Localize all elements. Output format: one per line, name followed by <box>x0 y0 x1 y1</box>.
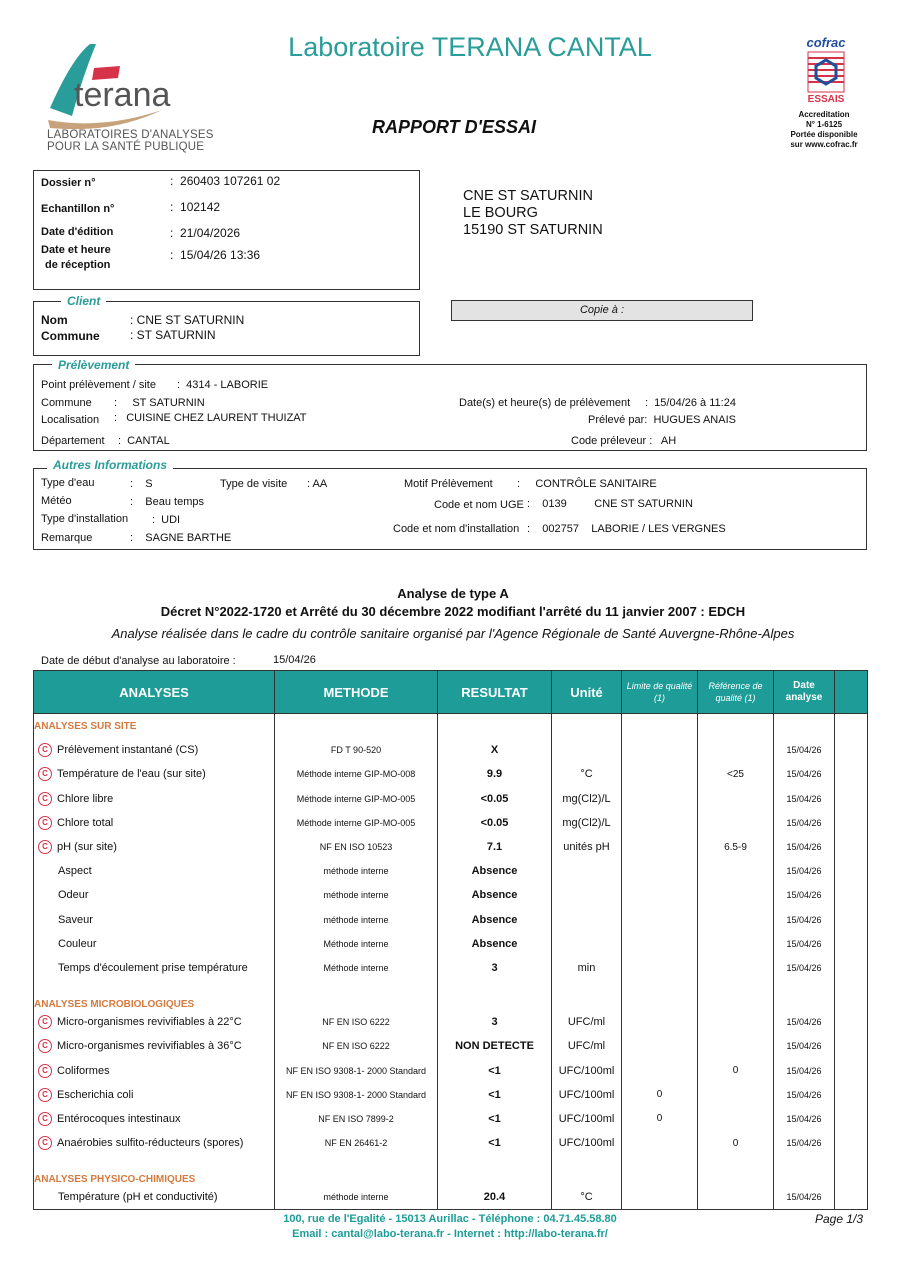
localisation-value: : CUISINE CHEZ LAURENT THUIZAT <box>114 412 307 424</box>
code-inst-value: : 002757 LABORIE / LES VERGNES <box>527 523 726 535</box>
empty-cell <box>835 811 868 835</box>
result-cell: <0.05 <box>438 811 552 835</box>
departement-value: : CANTAL <box>118 435 170 447</box>
cofrac-accredited-icon: C <box>38 743 52 757</box>
date-cell: 15/04/26 <box>774 908 835 932</box>
reference-cell <box>698 859 774 883</box>
departement-label: Département <box>41 435 105 447</box>
cofrac-essais: ESSAIS <box>807 94 845 105</box>
limit-cell <box>622 811 698 835</box>
method-cell: Méthode interne <box>275 956 438 980</box>
empty-cell <box>275 980 438 1010</box>
analysis-name-cell <box>34 811 275 835</box>
date-cell: 15/04/26 <box>774 1083 835 1107</box>
unit-cell: UFC/100ml <box>552 1107 622 1131</box>
method-cell: NF EN 26461-2 <box>275 1131 438 1155</box>
empty-cell <box>698 980 774 1010</box>
category-row <box>34 980 868 1010</box>
motif-value: : CONTRÔLE SANITAIRE <box>517 478 657 490</box>
limit-cell: 0 <box>622 1083 698 1107</box>
cofrac-accredited-icon: C <box>38 1064 52 1078</box>
analyse-start-label: Date de début d'analyse au laboratoire : <box>41 655 236 667</box>
limit-cell <box>622 1058 698 1082</box>
analyse-decree: Décret N°2022-1720 et Arrêté du 30 décembre 2022 modifiant l'arrêté du 11 janvier 2007 : EDCH <box>160 604 746 619</box>
header-unite: Unité <box>552 671 622 714</box>
date-cell: 15/04/26 <box>774 1185 835 1210</box>
method-cell: NF EN ISO 10523 <box>275 835 438 859</box>
type-visite-label: Type de visite <box>220 478 288 490</box>
result-cell: <0.05 <box>438 787 552 811</box>
date-cell: 15/04/26 <box>774 1034 835 1058</box>
empty-cell <box>275 1155 438 1185</box>
result-cell: Absence <box>438 883 552 907</box>
empty-cell <box>622 714 698 739</box>
type-eau-label: Type d'eau <box>41 477 95 489</box>
unit-cell: min <box>552 956 622 980</box>
method-cell: méthode interne <box>275 908 438 932</box>
method-cell: Méthode interne GIP-MO-005 <box>275 787 438 811</box>
date-cell: 15/04/26 <box>774 811 835 835</box>
empty-cell <box>835 1034 868 1058</box>
date-cell: 15/04/26 <box>774 883 835 907</box>
results-table <box>33 670 868 1210</box>
analysis-name-cell <box>34 932 275 956</box>
empty-cell <box>275 714 438 739</box>
cofrac-accredited-icon: C <box>38 816 52 830</box>
header-date: Date analyse <box>774 671 835 714</box>
remarque-value: : SAGNE BARTHE <box>130 532 232 544</box>
empty-cell <box>552 1155 622 1185</box>
method-cell: NF EN ISO 9308-1- 2000 Standard <box>275 1083 438 1107</box>
meteo-label: Météo <box>41 495 72 507</box>
recipient-address: CNE ST SATURNIN LE BOURG 15190 ST SATURNIN <box>463 188 603 238</box>
empty-cell <box>438 714 552 739</box>
accreditation-text: Accreditation N° 1-6125 Portée disponible sur www.cofrac.fr <box>790 110 858 149</box>
limit-cell: 0 <box>622 1107 698 1131</box>
table-header <box>34 671 868 714</box>
result-cell: Absence <box>438 859 552 883</box>
installation-value: : UDI <box>152 514 181 526</box>
client-commune-value: : ST SATURNIN <box>130 328 216 342</box>
date-cell: 15/04/26 <box>774 787 835 811</box>
echantillon-label: Echantillon n° <box>41 203 115 215</box>
unit-cell <box>552 859 622 883</box>
analysis-name-cell <box>34 787 275 811</box>
analysis-name: Température (pH et conductivité) <box>58 1191 218 1204</box>
analysis-name-cell <box>34 1010 275 1034</box>
header-limite: Limite de qualité (1) <box>622 671 698 714</box>
empty-cell <box>835 762 868 786</box>
analysis-name: Odeur <box>58 889 89 902</box>
table-row <box>34 1185 868 1210</box>
date-cell: 15/04/26 <box>774 738 835 762</box>
analysis-name: Aspect <box>58 865 92 878</box>
date-cell: 15/04/26 <box>774 762 835 786</box>
date-cell: 15/04/26 <box>774 1058 835 1082</box>
category-row <box>34 1155 868 1185</box>
footer-address: 100, rue de l'Egalité - 15013 Aurillac - Téléphone : 04.71.45.58.80 <box>283 1213 617 1225</box>
category-label: ANALYSES MICROBIOLOGIQUES <box>34 980 275 1010</box>
header-extra <box>835 671 868 714</box>
result-cell: 7.1 <box>438 835 552 859</box>
edition-label: Date d'édition <box>41 226 114 238</box>
unit-cell: unités pH <box>552 835 622 859</box>
analysis-name-cell <box>34 1058 275 1082</box>
empty-cell <box>774 714 835 739</box>
limit-cell <box>622 1010 698 1034</box>
empty-cell <box>835 980 868 1010</box>
autres-legend: Autres Informations <box>47 458 173 472</box>
category-label: ANALYSES SUR SITE <box>34 714 275 739</box>
prel-date-value: : 15/04/26 à 11:24 <box>645 397 736 409</box>
result-cell: <1 <box>438 1083 552 1107</box>
empty-cell <box>835 1131 868 1155</box>
empty-cell <box>835 1010 868 1034</box>
cofrac-accredited-icon: C <box>38 1039 52 1053</box>
header-analyses: ANALYSES <box>34 671 275 714</box>
header-resultat: RESULTAT <box>438 671 552 714</box>
code-inst-label: Code et nom d'installation <box>393 523 520 535</box>
date-cell: 15/04/26 <box>774 859 835 883</box>
reference-cell <box>698 1107 774 1131</box>
limit-cell <box>622 1185 698 1210</box>
empty-cell <box>835 859 868 883</box>
limit-cell <box>622 787 698 811</box>
cofrac-name: cofrac <box>806 35 846 50</box>
unit-cell: UFC/100ml <box>552 1083 622 1107</box>
limit-cell <box>622 835 698 859</box>
analysis-name: Micro-organismes revivifiables à 22°C <box>57 1016 242 1029</box>
analysis-name-cell <box>34 1083 275 1107</box>
analysis-name-cell <box>34 859 275 883</box>
method-cell: FD T 90-520 <box>275 738 438 762</box>
logo-subtitle: LABORATOIRES D'ANALYSES POUR LA SANTÉ PUBLIQUE <box>47 129 214 153</box>
analysis-name: Chlore total <box>57 816 114 829</box>
analysis-name: Micro-organismes revivifiables à 36°C <box>57 1040 242 1053</box>
result-cell: Absence <box>438 932 552 956</box>
analysis-name: Escherichia coli <box>57 1088 134 1101</box>
analysis-name: Anaérobies sulfito-réducteurs (spores) <box>57 1137 244 1149</box>
method-cell: méthode interne <box>275 1185 438 1210</box>
empty-cell <box>774 1155 835 1185</box>
method-cell: Méthode interne <box>275 932 438 956</box>
logo-text: terana <box>74 76 171 114</box>
empty-cell <box>835 1107 868 1131</box>
reference-cell: 0 <box>698 1131 774 1155</box>
unit-cell: mg(Cl2)/L <box>552 811 622 835</box>
empty-cell <box>835 932 868 956</box>
client-legend: Client <box>61 294 106 308</box>
table-row <box>34 908 868 932</box>
date-cell: 15/04/26 <box>774 956 835 980</box>
analysis-name: Chlore libre <box>57 792 114 805</box>
method-cell: Méthode interne GIP-MO-005 <box>275 811 438 835</box>
empty-cell <box>698 1155 774 1185</box>
empty-cell <box>622 980 698 1010</box>
edition-value: : 21/04/2026 <box>170 226 241 240</box>
unit-cell <box>552 908 622 932</box>
cofrac-accredited-icon: C <box>38 1112 52 1126</box>
empty-cell <box>774 980 835 1010</box>
empty-cell <box>698 714 774 739</box>
analysis-name: Saveur <box>58 913 93 926</box>
method-cell: NF EN ISO 9308-1- 2000 Standard <box>275 1058 438 1082</box>
unit-cell: °C <box>552 762 622 786</box>
footer-contact: Email : cantal@labo-terana.fr - Internet : http://labo-terana.fr/ <box>292 1228 608 1240</box>
cofrac-accredited-icon: C <box>38 840 52 854</box>
reference-cell <box>698 1185 774 1210</box>
empty-cell <box>552 980 622 1010</box>
analysis-name: Couleur <box>58 937 97 950</box>
analysis-name-cell <box>34 1034 275 1058</box>
analyse-start-value: 15/04/26 <box>273 654 316 666</box>
analyse-context: Analyse réalisée dans le cadre du contrôle sanitaire organisé par l'Agence Régionale de Santé Auvergne-Rhône-Alpes <box>111 626 795 641</box>
unit-cell: UFC/ml <box>552 1034 622 1058</box>
reference-cell <box>698 1010 774 1034</box>
empty-cell <box>835 738 868 762</box>
remarque-label: Remarque <box>41 532 93 544</box>
empty-cell <box>835 956 868 980</box>
cofrac-accredited-icon: C <box>38 767 52 781</box>
unit-cell: UFC/100ml <box>552 1131 622 1155</box>
limit-cell <box>622 859 698 883</box>
empty-cell <box>835 908 868 932</box>
table-row <box>34 956 868 980</box>
analysis-name: Coliformes <box>57 1064 110 1077</box>
preleve-par: Prélevé par: HUGUES ANAIS <box>588 414 736 426</box>
uge-label: Code et nom UGE <box>434 499 524 511</box>
table-row <box>34 1034 868 1058</box>
dossier-value: : 260403 107261 02 <box>170 174 281 188</box>
table-row <box>34 738 868 762</box>
limit-cell <box>622 883 698 907</box>
table-row <box>34 883 868 907</box>
code-preleveur: Code préleveur : AH <box>571 435 677 447</box>
category-label: ANALYSES PHYSICO-CHIMIQUES <box>34 1155 275 1185</box>
reference-cell <box>698 956 774 980</box>
header-reference: Référence de qualité (1) <box>698 671 774 714</box>
copie-box: Copie à : <box>451 300 753 321</box>
result-cell: 3 <box>438 956 552 980</box>
installation-label: Type d'installation <box>41 513 129 525</box>
method-cell: NF EN ISO 6222 <box>275 1010 438 1034</box>
motif-label: Motif Prélèvement <box>404 478 493 490</box>
unit-cell: UFC/100ml <box>552 1058 622 1082</box>
result-cell: <1 <box>438 1131 552 1155</box>
dossier-label: Dossier n° <box>41 177 96 189</box>
empty-cell <box>835 787 868 811</box>
meteo-value: : Beau temps <box>130 496 204 508</box>
limit-cell <box>622 956 698 980</box>
table-row <box>34 932 868 956</box>
empty-cell <box>835 1185 868 1210</box>
date-cell: 15/04/26 <box>774 1131 835 1155</box>
page-number: Page 1/3 <box>815 1212 864 1226</box>
unit-cell: °C <box>552 1185 622 1210</box>
method-cell: méthode interne <box>275 859 438 883</box>
type-eau-value: : S <box>130 478 153 490</box>
cofrac-logo <box>796 34 856 106</box>
reception-label: Date et heure de réception <box>41 244 111 271</box>
empty-cell <box>835 883 868 907</box>
report-title: RAPPORT D'ESSAI <box>372 117 536 137</box>
method-cell: Méthode interne GIP-MO-008 <box>275 762 438 786</box>
date-cell: 15/04/26 <box>774 835 835 859</box>
table-row <box>34 859 868 883</box>
result-cell: NON DETECTE <box>438 1034 552 1058</box>
result-cell: 3 <box>438 1010 552 1034</box>
analysis-name: Température de l'eau (sur site) <box>57 768 206 781</box>
analysis-name-cell <box>34 908 275 932</box>
analysis-name-cell <box>34 762 275 786</box>
cofrac-accredited-icon: C <box>38 1136 52 1150</box>
result-cell: X <box>438 738 552 762</box>
echantillon-value: : 102142 <box>170 200 221 214</box>
prel-date-label: Date(s) et heure(s) de prélèvement <box>459 397 631 409</box>
table-row <box>34 1083 868 1107</box>
unit-cell <box>552 738 622 762</box>
analysis-name: pH (sur site) <box>57 840 117 853</box>
limit-cell <box>622 1034 698 1058</box>
analysis-name-cell <box>34 1107 275 1131</box>
reference-cell <box>698 1083 774 1107</box>
empty-cell <box>835 835 868 859</box>
limit-cell <box>622 1131 698 1155</box>
empty-cell <box>622 1155 698 1185</box>
empty-cell <box>552 714 622 739</box>
analysis-name-cell <box>34 738 275 762</box>
date-cell: 15/04/26 <box>774 1010 835 1034</box>
limit-cell <box>622 762 698 786</box>
reference-cell: <25 <box>698 762 774 786</box>
result-cell: <1 <box>438 1107 552 1131</box>
table-row <box>34 787 868 811</box>
empty-cell <box>438 1155 552 1185</box>
analysis-name: Entérocoques intestinaux <box>57 1112 181 1125</box>
table-row <box>34 1131 868 1155</box>
table-row <box>34 811 868 835</box>
category-row <box>34 714 868 739</box>
table-row <box>34 762 868 786</box>
table-row <box>34 1058 868 1082</box>
point-label: Point prélèvement / site <box>41 379 156 391</box>
localisation-label: Localisation <box>41 414 100 426</box>
empty-cell <box>835 1083 868 1107</box>
reference-cell <box>698 932 774 956</box>
reception-value: : 15/04/26 13:36 <box>170 248 261 262</box>
header-methode: METHODE <box>275 671 438 714</box>
cofrac-accredited-icon: C <box>38 1088 52 1102</box>
reference-cell <box>698 787 774 811</box>
table-row <box>34 835 868 859</box>
analysis-name-cell <box>34 1185 275 1210</box>
reference-cell <box>698 738 774 762</box>
limit-cell <box>622 908 698 932</box>
analysis-name-cell <box>34 956 275 980</box>
lab-title: Laboratoire TERANA CANTAL <box>288 32 652 62</box>
analysis-name-cell <box>34 1131 275 1155</box>
method-cell: méthode interne <box>275 883 438 907</box>
reference-cell <box>698 1034 774 1058</box>
analysis-name-cell <box>34 883 275 907</box>
point-value: : 4314 - LABORIE <box>177 379 269 391</box>
empty-cell <box>835 714 868 739</box>
unit-cell: UFC/ml <box>552 1010 622 1034</box>
result-cell: 9.9 <box>438 762 552 786</box>
prel-commune-label: Commune <box>41 397 92 409</box>
client-commune-label: Commune <box>41 329 100 343</box>
result-cell: Absence <box>438 908 552 932</box>
table-row <box>34 1107 868 1131</box>
method-cell: NF EN ISO 7899-2 <box>275 1107 438 1131</box>
analysis-name: Prélèvement instantané (CS) <box>57 744 199 757</box>
limit-cell <box>622 932 698 956</box>
empty-cell <box>835 1058 868 1082</box>
cofrac-accredited-icon: C <box>38 792 52 806</box>
reference-cell <box>698 908 774 932</box>
date-cell: 15/04/26 <box>774 932 835 956</box>
empty-cell <box>438 980 552 1010</box>
prelevement-legend: Prélèvement <box>52 358 135 372</box>
result-cell: 20.4 <box>438 1185 552 1210</box>
type-visite-value: : AA <box>307 478 328 490</box>
client-nom-label: Nom <box>41 313 68 327</box>
analysis-name: Temps d'écoulement prise température <box>58 961 248 974</box>
empty-cell <box>835 1155 868 1185</box>
analyse-title: Analyse de type A <box>397 586 509 601</box>
limit-cell <box>622 738 698 762</box>
analysis-name-cell <box>34 835 275 859</box>
cofrac-accredited-icon: C <box>38 1015 52 1029</box>
uge-value: : 0139 CNE ST SATURNIN <box>527 498 693 510</box>
unit-cell <box>552 883 622 907</box>
reference-cell: 0 <box>698 1058 774 1082</box>
prel-commune-value: : ST SATURNIN <box>114 397 205 409</box>
unit-cell: mg(Cl2)/L <box>552 787 622 811</box>
result-cell: <1 <box>438 1058 552 1082</box>
method-cell: NF EN ISO 6222 <box>275 1034 438 1058</box>
reference-cell: 6.5-9 <box>698 835 774 859</box>
reference-cell <box>698 811 774 835</box>
reference-cell <box>698 883 774 907</box>
unit-cell <box>552 932 622 956</box>
date-cell: 15/04/26 <box>774 1107 835 1131</box>
table-row <box>34 1010 868 1034</box>
client-nom-value: : CNE ST SATURNIN <box>130 313 245 327</box>
